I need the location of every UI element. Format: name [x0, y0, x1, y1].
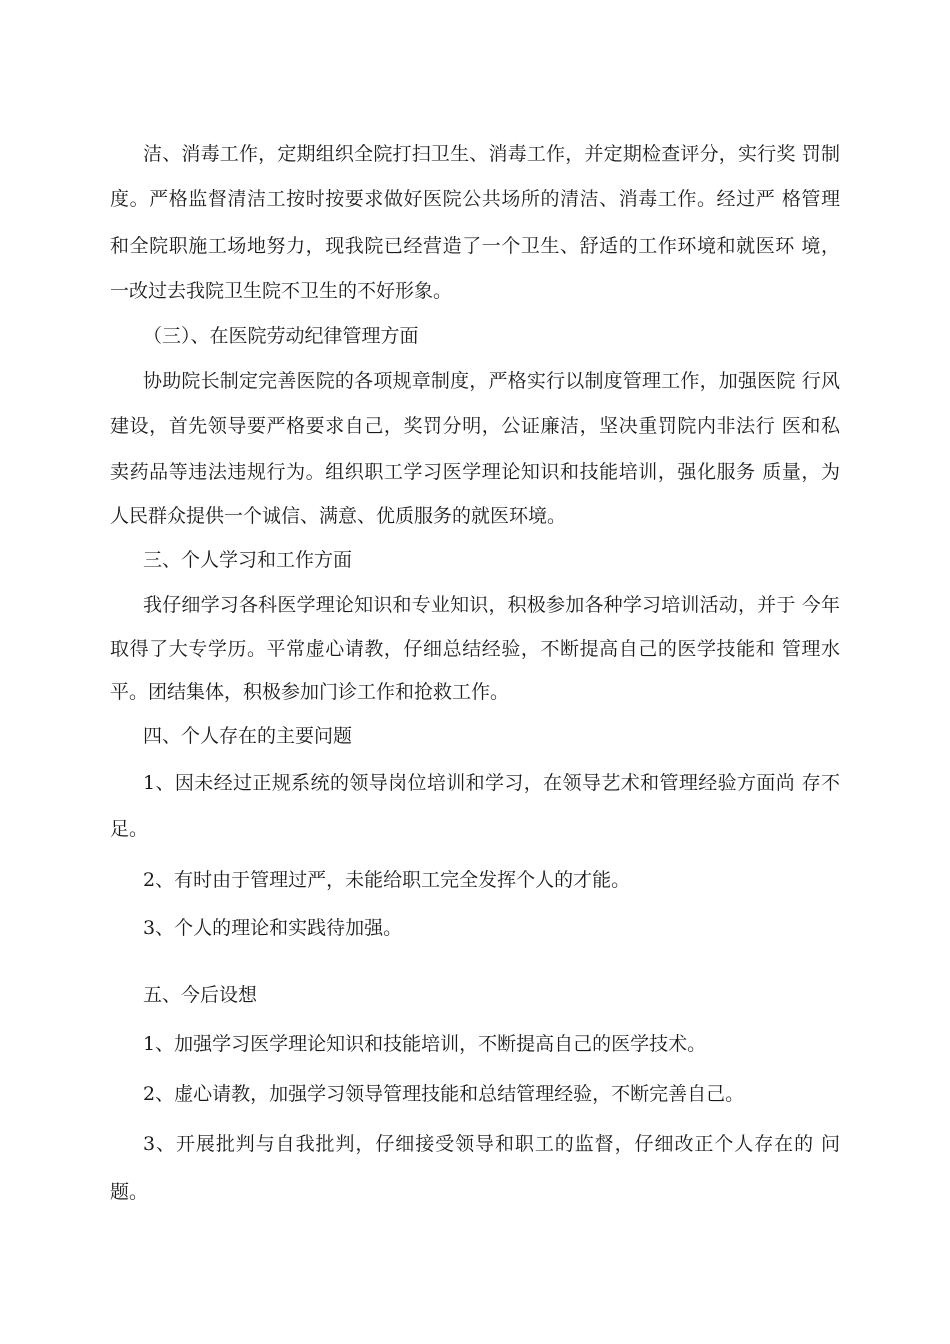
heading-main-problems: 四、个人存在的主要问题 [143, 725, 353, 747]
paragraph-labor-line-3: 卖药品等违法违规行为。组织职工学习医学理论知识和技能培训，强化服务 质量，为 [110, 461, 840, 483]
paragraph-study-line-1: 我仔细学习各科医学理论知识和专业知识，积极参加各种学习培训活动，并于 今年 [143, 594, 840, 616]
heading-future-plans: 五、今后设想 [143, 984, 258, 1006]
paragraph-study-line-3: 平。团结集体，积极参加门诊工作和抢救工作。 [110, 681, 510, 703]
heading-labor-discipline: （三）、在医院劳动纪律管理方面 [143, 325, 419, 347]
problem-2: 2、有时由于管理过严，未能给职工完全发挥个人的才能。 [143, 869, 631, 891]
paragraph-sanitation-line-2: 度。严格监督清洁工按时按要求做好医院公共场所的清洁、消毒工作。经过严 格管理 [110, 188, 840, 210]
paragraph-labor-line-2: 建设，首先领导要严格要求自己，奖罚分明，公证廉洁，坚决重罚院内非法行 医和私 [110, 415, 840, 437]
paragraph-study-line-2: 取得了大专学历。平常虚心请教，仔细总结经验，不断提高自己的医学技能和 管理水 [110, 638, 840, 660]
paragraph-sanitation-line-4: 一改过去我院卫生院不卫生的不好形象。 [110, 280, 453, 302]
problem-3: 3、个人的理论和实践待加强。 [143, 917, 403, 939]
future-plan-3-line-2: 题。 [110, 1181, 149, 1203]
paragraph-labor-line-1: 协助院长制定完善医院的各项规章制度，严格实行以制度管理工作，加强医院 行风 [143, 370, 840, 392]
heading-personal-study: 三、个人学习和工作方面 [143, 549, 353, 571]
future-plan-2: 2、虚心请教，加强学习领导管理技能和总结管理经验，不断完善自己。 [143, 1083, 745, 1105]
paragraph-sanitation-line-3: 和全院职施工场地努力，现我院已经营造了一个卫生、舒适的工作环境和就医环 境， [110, 235, 840, 257]
problem-1-line-2: 足。 [110, 818, 149, 840]
problem-1-line-1: 1、因未经过正规系统的领导岗位培训和学习，在领导艺术和管理经验方面尚 存不 [143, 772, 840, 794]
paragraph-sanitation-line-1: 洁、消毒工作，定期组织全院打扫卫生、消毒工作，并定期检查评分，实行奖 罚制 [143, 143, 840, 165]
future-plan-3-line-1: 3、开展批判与自我批判，仔细接受领导和职工的监督，仔细改正个人存在的 问 [143, 1133, 840, 1155]
future-plan-1: 1、加强学习医学理论知识和技能培训，不断提高自己的医学技术。 [143, 1033, 707, 1055]
paragraph-labor-line-4: 人民群众提供一个诚信、满意、优质服务的就医环境。 [110, 505, 567, 527]
